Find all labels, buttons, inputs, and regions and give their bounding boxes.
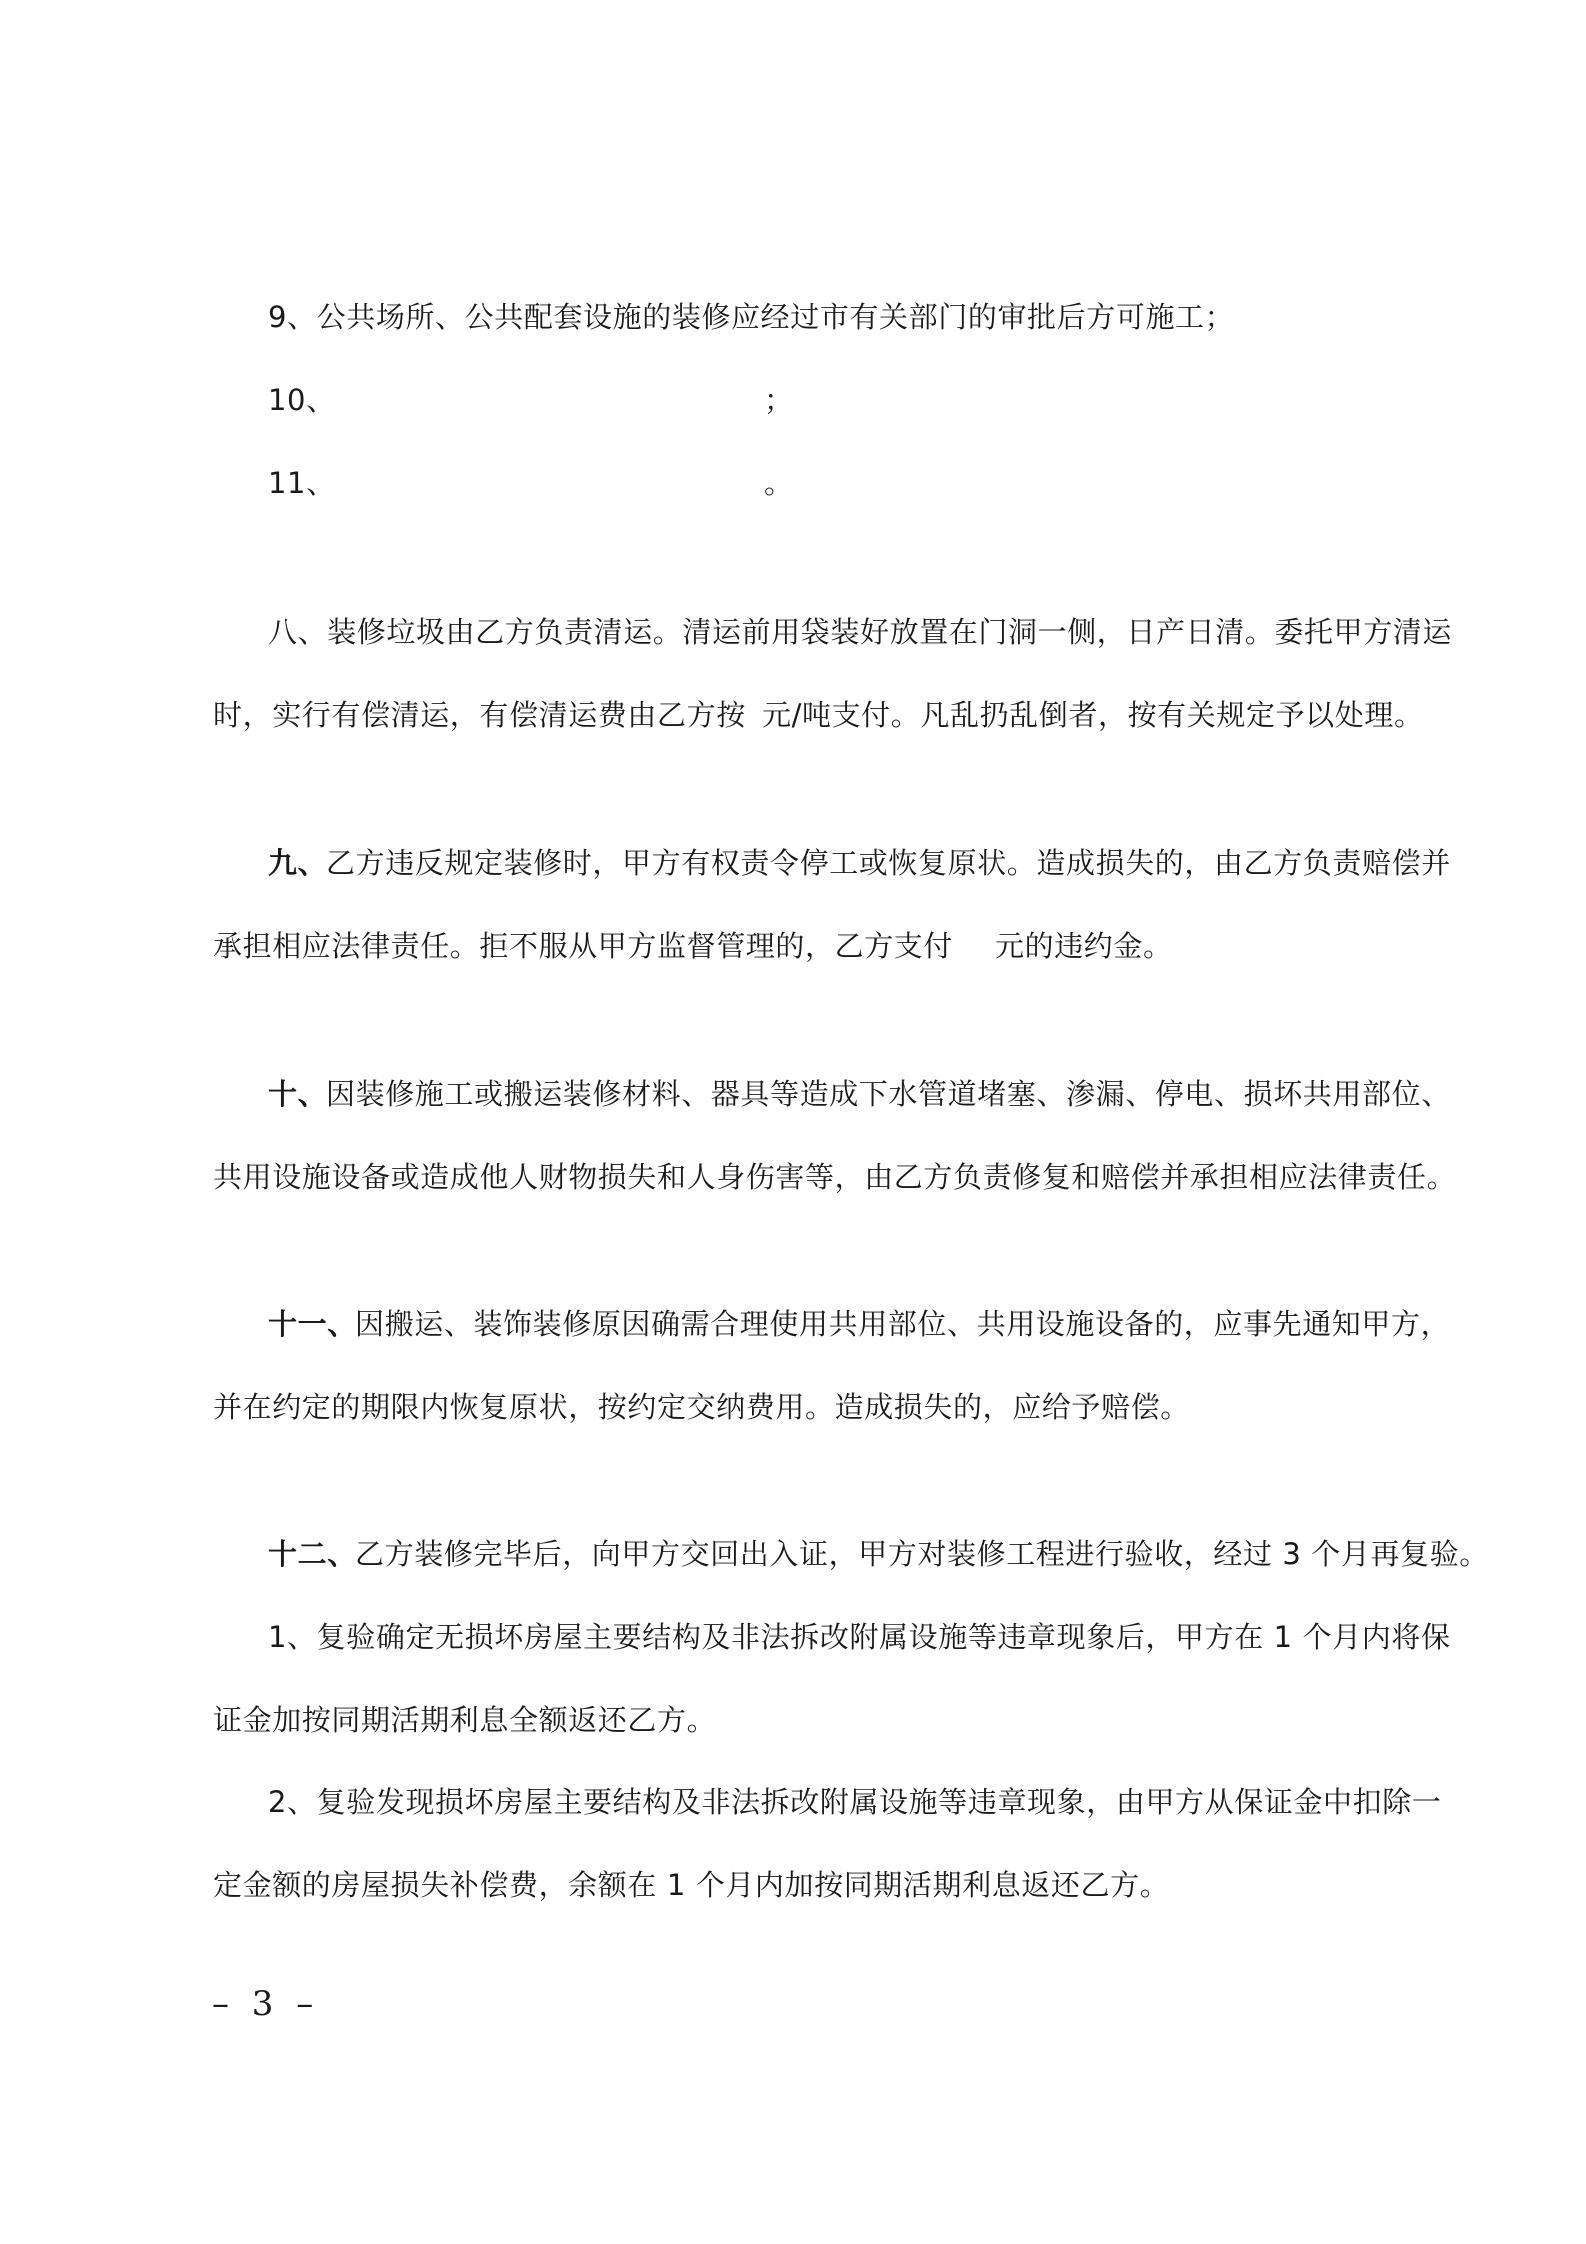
clause-9-line-2b: 元的违约金。 [995, 929, 1173, 963]
item-10-number: 10、 [268, 383, 336, 417]
clause-8-line-2a: 时，实行有偿清运，有偿清运费由乙方按 [213, 698, 746, 732]
item-11-number: 11、 [268, 466, 336, 500]
clause-11-number: 十一、 [268, 1307, 357, 1341]
clause-11-line-2: 并在约定的期限内恢复原状，按约定交纳费用。造成损失的，应给予赔偿。 [213, 1390, 1190, 1424]
clause-10-line-1: 因装修施工或搬运装修材料、器具等造成下水管道堵塞、渗漏、停电、损坏共用部位、 [326, 1077, 1451, 1111]
clause-9-line-1: 乙方违反规定装修时，甲方有权责令停工或恢复原状。造成损失的，由乙方负责赔偿并 [326, 846, 1451, 880]
clause-8-line-2b: 元/吨支付。凡乱扔乱倒者，按有关规定予以处理。 [762, 698, 1424, 732]
clause-9-line-2a: 承担相应法律责任。拒不服从甲方监督管理的，乙方支付 [213, 929, 954, 963]
clause-12-sub-1-line-1: 1、复验确定无损坏房屋主要结构及非法拆改附属设施等违章现象后，甲方在 1 个月内将保 [268, 1620, 1451, 1654]
clause-12-number: 十二、 [268, 1537, 357, 1571]
clause-12-sub-2-line-1: 2、复验发现损坏房屋主要结构及非法拆改附属设施等违章现象，由甲方从保证金中扣除一 [268, 1785, 1442, 1819]
item-10-end: ； [764, 383, 794, 417]
clause-12-sub-1-line-2: 证金加按同期活期利息全额返还乙方。 [213, 1703, 717, 1737]
clause-10-line-2: 共用设施设备或造成他人财物损失和人身伤害等，由乙方负责修复和赔偿并承担相应法律责任。 [213, 1160, 1457, 1194]
clause-12-sub-2-line-2: 定金额的房屋损失补偿费，余额在 1 个月内加按同期活期利息返还乙方。 [213, 1868, 1170, 1902]
clause-9-number: 九、 [268, 846, 328, 880]
clause-12-line-1: 乙方装修完毕后，向甲方交回出入证，甲方对装修工程进行验收，经过 3 个月再复验。 [355, 1537, 1489, 1571]
clause-10-number: 十、 [268, 1077, 328, 1111]
item-9: 9、公共场所、公共配套设施的装修应经过市有关部门的审批后方可施工； [268, 300, 1235, 334]
clause-8-line-1: 八、装修垃圾由乙方负责清运。清运前用袋装好放置在门洞一侧，日产日清。委托甲方清运 [268, 615, 1453, 649]
clause-11-line-1: 因搬运、装饰装修原因确需合理使用共用部位、共用设施设备的，应事先通知甲方， [355, 1307, 1451, 1341]
page-number: – 3 – [212, 1984, 320, 2024]
item-11-end: 。 [764, 466, 794, 500]
